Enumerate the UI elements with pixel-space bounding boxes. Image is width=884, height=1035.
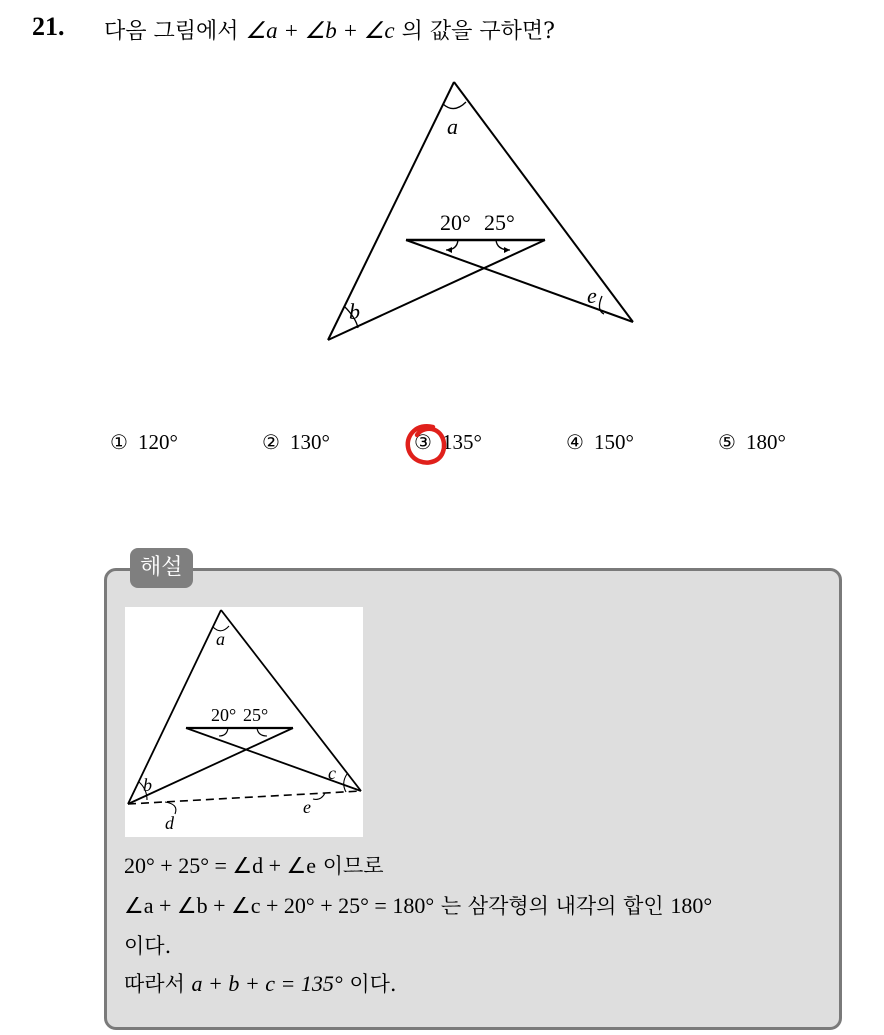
- solution-line-2: ∠a + ∠b + ∠c + 20° + 25° = 180° 는 삼각형의 내각의 합인 180°: [124, 893, 713, 918]
- sol-label-angle-20: 20°: [211, 705, 237, 725]
- choice-5[interactable]: ⑤ 180°: [718, 430, 786, 454]
- label-angle-25: 25°: [484, 210, 515, 235]
- sol-label-b: b: [143, 775, 152, 795]
- choice-2[interactable]: ② 130°: [262, 430, 330, 454]
- question-prefix: 다음 그림에서: [104, 19, 246, 44]
- solution-line-1: 20° + 25° = ∠d + ∠e 이므로: [124, 853, 384, 878]
- question-text: [104, 14, 555, 45]
- segment-top-left: [328, 82, 454, 340]
- choice-4[interactable]: ④ 150°: [566, 430, 634, 454]
- segment-bottom-left-cross: [328, 240, 545, 340]
- segment-top-right: [454, 82, 633, 322]
- sol-label-e: e: [303, 797, 311, 817]
- question-figure: [300, 70, 660, 360]
- solution-line-3: 이다.: [124, 934, 172, 958]
- sol-label-a: a: [216, 629, 225, 649]
- label-a: a: [447, 114, 458, 139]
- solution-line-4: 따라서 a + b + c = 135° 이다.: [124, 971, 397, 996]
- sol-label-c: c: [328, 763, 336, 783]
- solution-figure: [125, 607, 363, 837]
- label-angle-20: 20°: [440, 210, 471, 235]
- label-b: b: [349, 299, 360, 324]
- label-e: e: [587, 283, 597, 308]
- solution-tab: 해설: [130, 548, 193, 588]
- question-number: 21.: [32, 12, 65, 41]
- question-expression: ∠a + ∠b + ∠c: [245, 18, 395, 43]
- sol-label-angle-25: 25°: [243, 705, 269, 725]
- answer-circle-mark: [403, 421, 449, 469]
- arc-a: [443, 102, 466, 109]
- question-suffix: 의 값을 구하면?: [394, 19, 555, 44]
- arc-25: [496, 240, 510, 250]
- choice-1[interactable]: ① 120°: [110, 430, 178, 454]
- choice-3[interactable]: ③ 135°: [414, 430, 482, 454]
- sol-label-d: d: [165, 813, 174, 833]
